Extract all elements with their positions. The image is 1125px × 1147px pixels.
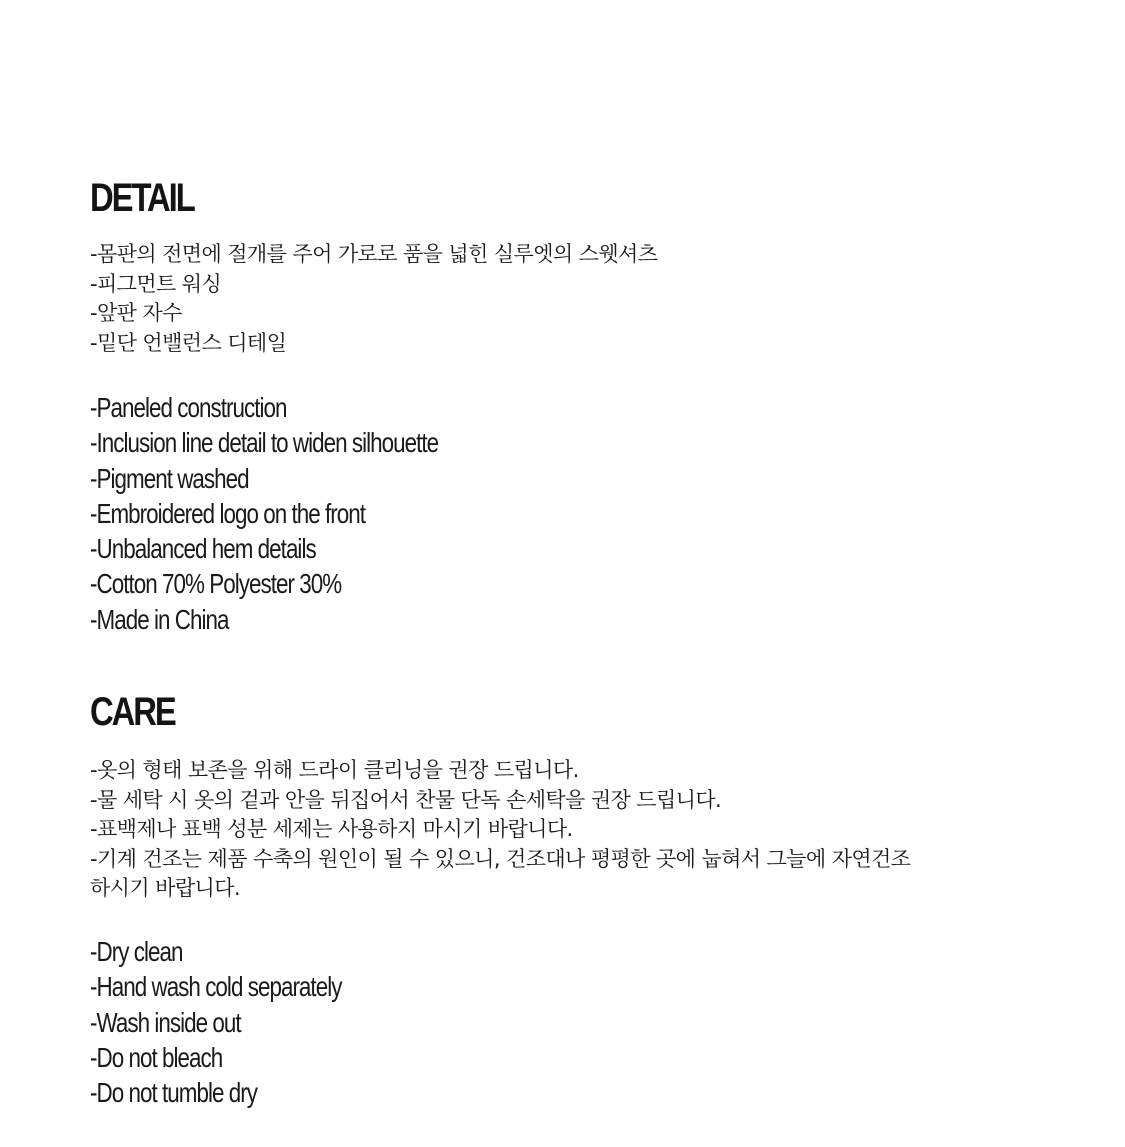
detail-section [90, 174, 1050, 222]
care-korean-list-wrap [90, 756, 1050, 904]
care-title: CARE [90, 690, 175, 734]
care-en-item: -Wash inside out [90, 1006, 241, 1038]
care-en-item: -Dry clean [90, 936, 183, 967]
care-korean-list [90, 756, 1050, 904]
care-section [90, 688, 1050, 736]
detail-en-item: -Paneled construction [90, 392, 287, 423]
detail-en-item: -Inclusion line detail to widen silhouette [90, 427, 439, 459]
detail-title: DETAIL [90, 176, 194, 220]
care-english-list-wrap [90, 934, 1050, 1110]
detail-korean-list [90, 240, 1050, 358]
care-en-item: -Do not tumble dry [90, 1077, 257, 1109]
detail-english-list [90, 390, 1050, 637]
detail-ko-item: -피그먼트 워싱 [90, 271, 222, 296]
care-en-item: -Do not bleach [90, 1041, 223, 1073]
care-ko-item: -기계 건조는 제품 수축의 원인이 될 수 있으니, 건조대나 평평한 곳에 눕혀서 그늘에 자연건조하시기 바랍니다. [90, 846, 911, 900]
detail-en-item: -Unbalanced hem details [90, 533, 316, 565]
detail-en-item: -Cotton 70% Polyester 30% [90, 568, 342, 600]
detail-en-item: -Pigment washed [90, 462, 249, 494]
detail-ko-item: -앞판 자수 [90, 301, 182, 325]
detail-english-list-wrap [90, 390, 1050, 637]
detail-ko-item: -몸판의 전면에 절개를 주어 가로로 품을 넓힌 실루엣의 스웻셔츠 [90, 242, 658, 266]
care-ko-item: -표백제나 표백 성분 세제는 사용하지 마시기 바랍니다. [90, 817, 573, 841]
care-en-item: -Hand wash cold separately [90, 971, 342, 1003]
care-ko-item: -물 세탁 시 옷의 겉과 안을 뒤집어서 찬물 단독 손세탁을 권장 드립니다. [90, 787, 722, 812]
detail-en-item: -Embroidered logo on the front [90, 497, 366, 529]
care-english-list [90, 934, 1050, 1110]
detail-en-item: -Made in China [90, 603, 229, 635]
detail-korean-list-wrap [90, 240, 1050, 358]
care-ko-item: -옷의 형태 보존을 위해 드라이 클리닝을 권장 드립니다. [90, 758, 579, 782]
detail-ko-item: -밑단 언밸런스 디테일 [90, 330, 287, 355]
